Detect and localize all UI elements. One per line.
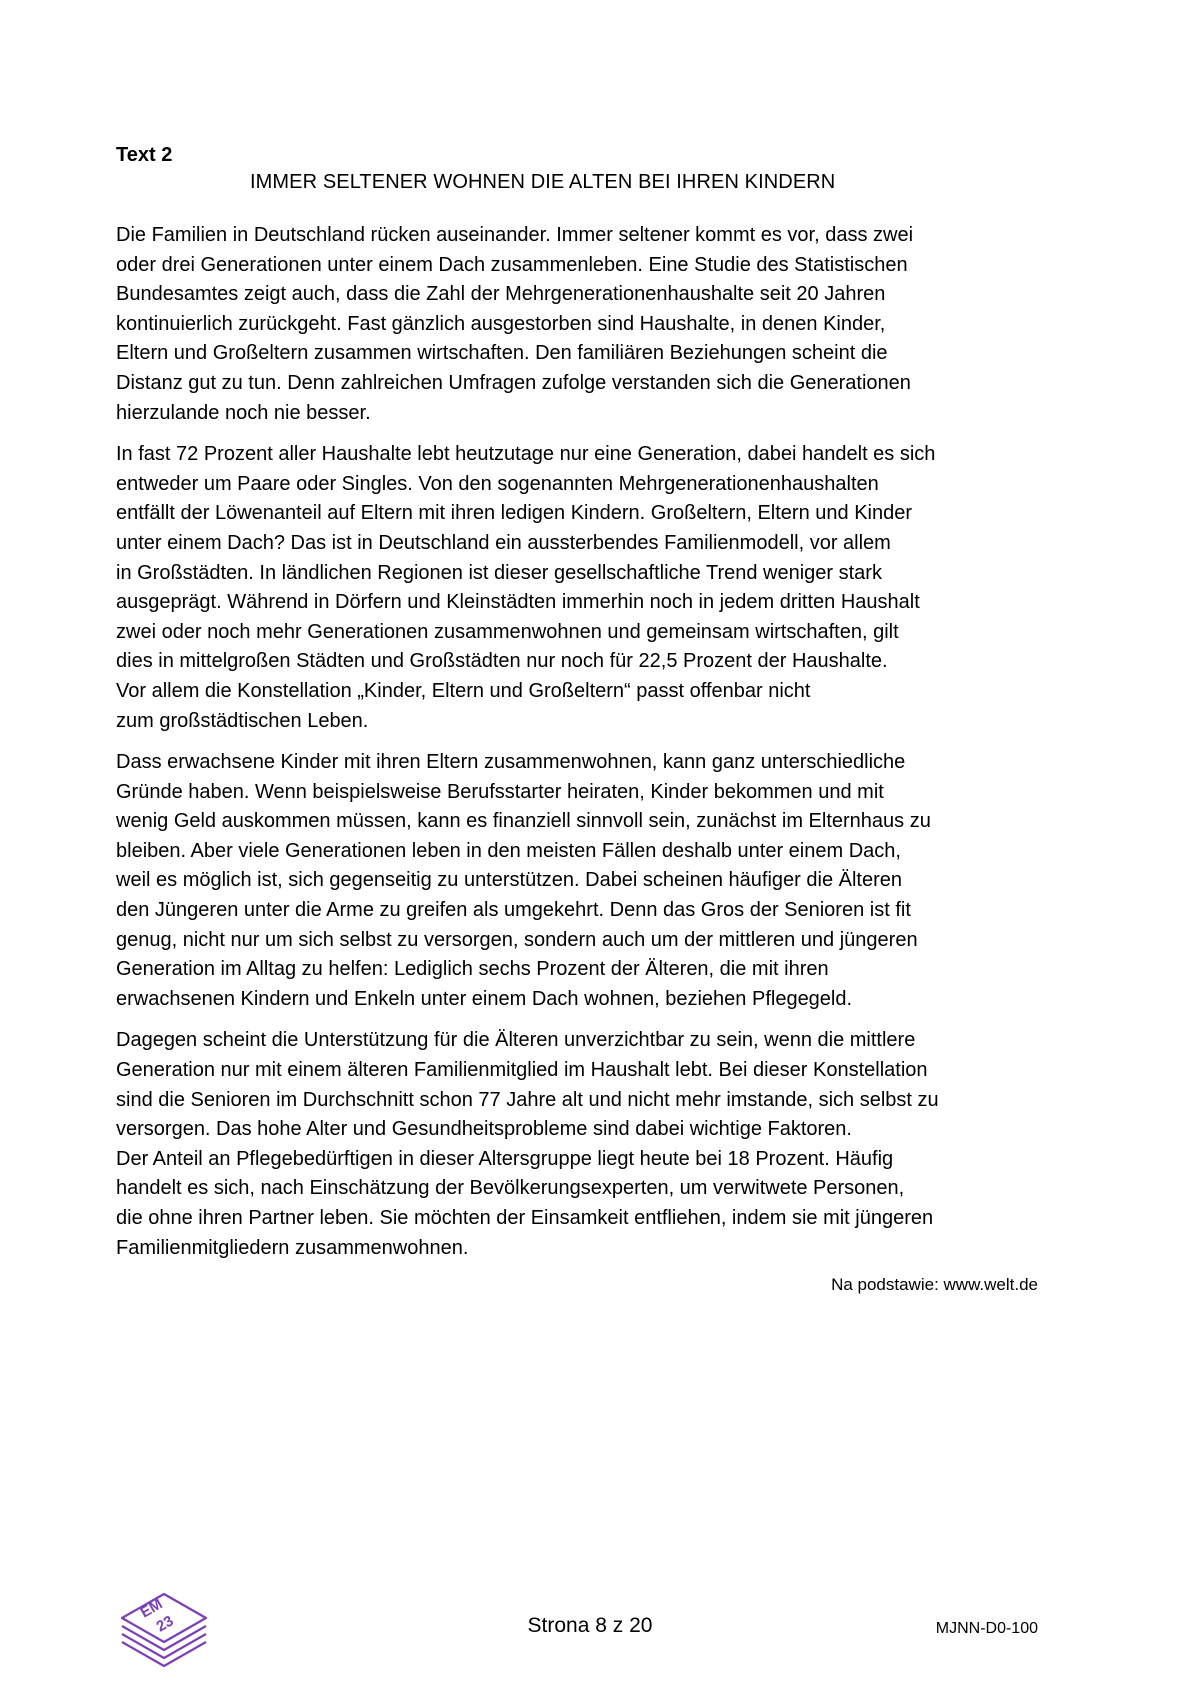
text-line: handelt es sich, nach Einschätzung der Bevölkerungsexperten, um verwitwete Personen, xyxy=(116,1177,905,1200)
text-line: zwei oder noch mehr Generationen zusammenwohnen und gemeinsam wirtschaften, gilt xyxy=(116,620,899,643)
article-title: IMMER SELTENER WOHNEN DIE ALTEN BEI IHREN KINDERN xyxy=(250,171,836,193)
paragraph-2 xyxy=(116,440,1046,736)
text-line: Gründe haben. Wenn beispielsweise Berufsstarter heiraten, Kinder bekommen und mit xyxy=(116,780,884,803)
paragraph-3 xyxy=(116,748,1046,1014)
text-line: erwachsenen Kindern und Enkeln unter einem Dach wohnen, beziehen Pflegegeld. xyxy=(116,987,853,1010)
exam-code: MJNN-D0-100 xyxy=(935,1620,1038,1637)
text-line: entweder um Paare oder Singles. Von den sogenannten Mehrgenerationenhaushalten xyxy=(116,472,879,495)
text-line: Generation nur mit einem älteren Familienmitglied im Haushalt lebt. Bei dieser Konstellation xyxy=(116,1059,928,1082)
text-line: Dagegen scheint die Unterstützung für die Älteren unverzichtbar zu sein, wenn die mittlere xyxy=(116,1029,916,1052)
paragraph-1 xyxy=(116,221,1046,428)
text-line: genug, nicht nur um sich selbst zu versorgen, sondern auch um der mittleren und jüngeren xyxy=(116,928,918,951)
text-line: den Jüngeren unter die Arme zu greifen als umgekehrt. Denn das Gros der Senioren ist fit xyxy=(116,899,911,922)
text-label: Text 2 xyxy=(116,144,173,166)
text-line: Generation im Alltag zu helfen: Lediglich sechs Prozent der Älteren, die mit ihren xyxy=(116,958,829,981)
text-line: hierzulande noch nie besser. xyxy=(116,401,371,424)
text-line: wenig Geld auskommen müssen, kann es finanziell sinnvoll sein, zunächst im Elternhaus zu xyxy=(116,810,931,833)
text-line: weil es möglich ist, sich gegenseitig zu unterstützen. Dabei scheinen häufiger die Älteren xyxy=(116,869,902,892)
text-line: Die Familien in Deutschland rücken auseinander. Immer seltener kommt es vor, dass zwei xyxy=(116,224,914,246)
svg-text:23: 23 xyxy=(153,1612,177,1636)
svg-text:EM: EM xyxy=(137,1595,166,1622)
text-line: ausgeprägt. Während in Dörfern und Kleinstädten immerhin noch in jedem dritten Haushalt xyxy=(116,591,920,614)
paragraph-4 xyxy=(116,1026,1046,1263)
text-line: oder drei Generationen unter einem Dach zusammenleben. Eine Studie des Statistischen xyxy=(116,253,908,276)
text-line: zum großstädtischen Leben. xyxy=(116,709,369,732)
text-line: die ohne ihren Partner leben. Sie möchten der Einsamkeit entfliehen, indem sie mit jüngeren xyxy=(116,1207,934,1229)
text-line: entfällt der Löwenanteil auf Eltern mit ihren ledigen Kindern. Großeltern, Eltern und Kinder xyxy=(116,502,913,525)
text-line: sind die Senioren im Durchschnitt schon 77 Jahre alt und nicht mehr imstande, sich selbst zu xyxy=(116,1088,939,1111)
text-line: In fast 72 Prozent aller Haushalte lebt heutzutage nur eine Generation, dabei handelt es sich xyxy=(116,443,936,466)
text-line: Vor allem die Konstellation „Kinder, Eltern und Großeltern“ passt offenbar nicht xyxy=(116,679,811,702)
article-body xyxy=(116,221,1046,1275)
page-number-text: Strona 8 z 20 xyxy=(527,1614,653,1637)
text-line: Dass erwachsene Kinder mit ihren Eltern zusammenwohnen, kann ganz unterschiedliche xyxy=(116,751,906,774)
text-line: in Großstädten. In ländlichen Regionen ist dieser gesellschaftliche Trend weniger stark xyxy=(116,561,882,584)
text-line: Der Anteil an Pflegebedürftigen in dieser Altersgruppe liegt heute bei 18 Prozent. Häufig xyxy=(116,1147,894,1170)
text-line: Familienmitgliedern zusammenwohnen. xyxy=(116,1236,469,1259)
text-line: Distanz gut zu tun. Denn zahlreichen Umfragen zufolge verstanden sich die Generationen xyxy=(116,371,911,394)
text-line: Bundesamtes zeigt auch, dass die Zahl der Mehrgenerationenhaushalte seit 20 Jahren xyxy=(116,283,886,306)
text-line: versorgen. Das hohe Alter und Gesundheitsprobleme sind dabei wichtige Faktoren. xyxy=(116,1118,852,1141)
text-line: unter einem Dach? Das ist in Deutschland ein aussterbendes Familienmodell, vor allem xyxy=(116,531,891,554)
source-citation: Na podstawie: www.welt.de xyxy=(831,1275,1038,1294)
text-line: dies in mittelgroßen Städten und Großstädten nur noch für 22,5 Prozent der Haushalte. xyxy=(116,650,888,673)
text-line: kontinuierlich zurückgeht. Fast gänzlich ausgestorben sind Haushalte, in denen Kinder, xyxy=(116,312,886,335)
text-line: bleiben. Aber viele Generationen leben in den meisten Fällen deshalb unter einem Dach, xyxy=(116,839,901,862)
text-line: Eltern und Großeltern zusammen wirtschaften. Den familiären Beziehungen scheint die xyxy=(116,342,888,365)
